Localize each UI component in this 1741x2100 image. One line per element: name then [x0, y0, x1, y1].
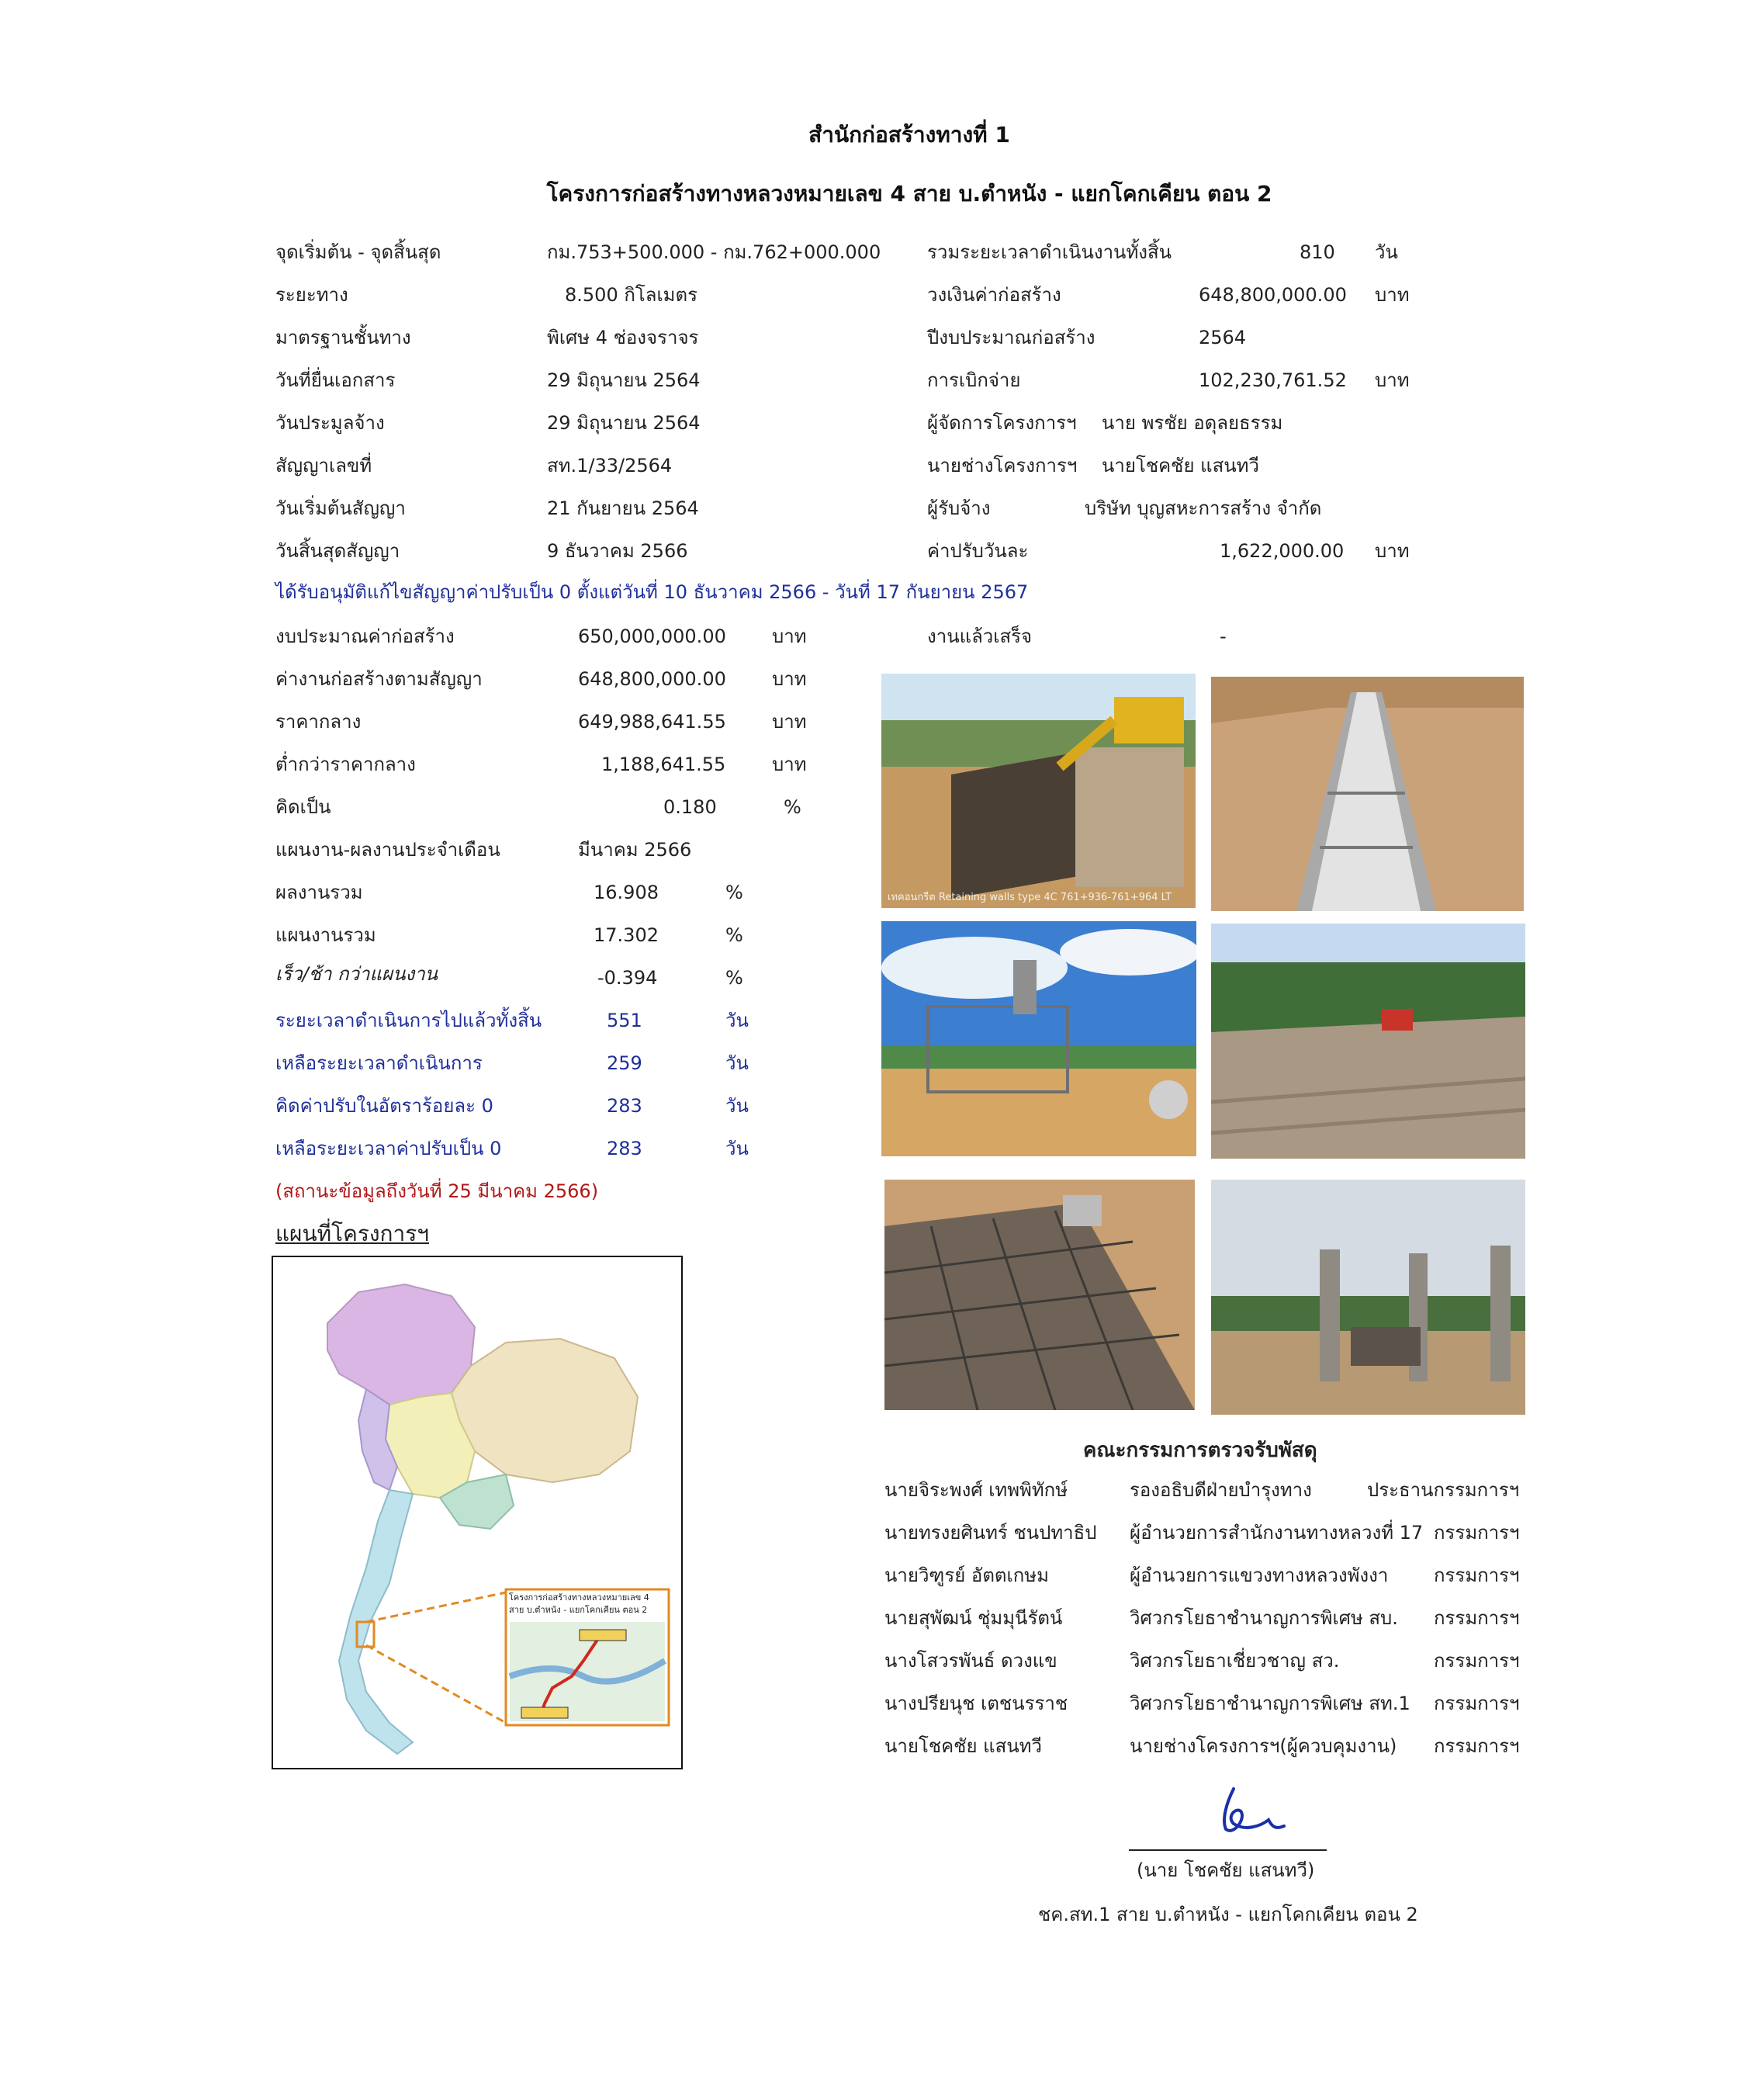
time-label: ระยะเวลาดำเนินการไปแล้วทั้งสิ้น — [275, 1010, 542, 1031]
info-label: วันที่ยื่นเอกสาร — [275, 369, 396, 391]
member-role: กรรมการฯ — [1434, 1565, 1520, 1586]
finance-unit: บาท — [772, 668, 807, 690]
signature-icon — [1203, 1781, 1296, 1843]
info-value: 1,622,000.00 — [1220, 540, 1345, 562]
member-position: ผู้อำนวยการสำนักงานทางหลวงที่ 17 — [1130, 1522, 1424, 1544]
time-unit: วัน — [725, 1138, 749, 1159]
time-label: เหลือระยะเวลาดำเนินการ — [275, 1052, 483, 1074]
time-value: 259 — [607, 1052, 642, 1074]
info-label: วงเงินค่าก่อสร้าง — [927, 284, 1061, 306]
time-unit: วัน — [725, 1095, 749, 1117]
finance-label: ต่ำกว่าราคากลาง — [275, 754, 416, 775]
info-label: วันเริ่มต้นสัญญา — [275, 497, 406, 519]
info-value: 2564 — [1199, 327, 1247, 348]
info-label: ผู้รับจ้าง — [927, 497, 991, 519]
finance-label: ราคากลาง — [275, 711, 362, 733]
amendment-note: ได้รับอนุมัติแก้ไขสัญญาค่าปรับเป็น 0 ตั้งแต่วันที่ 10 ธันวาคม 2566 - วันที่ 17 กันยายน 2567 — [275, 581, 1029, 603]
info-label: รวมระยะเวลาดำเนินงานทั้งสิ้น — [927, 241, 1172, 263]
info-value: 648,800,000.00 — [1199, 284, 1347, 306]
member-position: นายช่างโครงการฯ(ผู้ควบคุมงาน) — [1130, 1735, 1397, 1757]
finance-value: 649,988,641.55 — [578, 711, 726, 733]
member-name: นายโชคชัย แสนทวี — [884, 1735, 1042, 1757]
member-position: วิศวกรโยธาชำนาญการพิเศษ สบ. — [1130, 1607, 1398, 1629]
info-value: 9 ธันวาคม 2566 — [547, 540, 688, 562]
member-role: กรรมการฯ — [1434, 1607, 1520, 1629]
info-label: ระยะทาง — [275, 284, 348, 306]
info-label: การเบิกจ่าย — [927, 369, 1021, 391]
info-value: สท.1/33/2564 — [547, 455, 673, 476]
time-unit: วัน — [725, 1010, 749, 1031]
finance-value: 650,000,000.00 — [578, 625, 726, 647]
map-inset-title-1: โครงการก่อสร้างทางหลวงหมายเลข 4 — [509, 1592, 649, 1603]
finance-unit: บาท — [772, 625, 807, 647]
info-label: มาตรฐานชั้นทาง — [275, 327, 411, 348]
time-value: 283 — [607, 1095, 642, 1117]
project-map — [272, 1256, 683, 1769]
info-label: นายช่างโครงการฯ — [927, 455, 1078, 476]
monthly-value: มีนาคม 2566 — [578, 839, 692, 861]
info-label: วันประมูลจ้าง — [275, 412, 385, 434]
member-role: กรรมการฯ — [1434, 1693, 1520, 1714]
member-role: ประธานกรรมการฯ — [1367, 1479, 1520, 1501]
member-name: นายสุพัฒน์ ชุ่มมุนีรัตน์ — [884, 1607, 1063, 1629]
member-role: กรรมการฯ — [1434, 1735, 1520, 1757]
info-value: 21 กันยายน 2564 — [547, 497, 699, 519]
finance-label: คิดเป็น — [275, 796, 331, 818]
finance-unit: บาท — [772, 711, 807, 733]
member-name: นายวิฑูรย์ อัตตเกษม — [884, 1565, 1049, 1586]
time-label: คิดค่าปรับในอัตราร้อยละ 0 — [275, 1095, 493, 1117]
info-value: บริษัท บุญสหะการสร้าง จำกัด — [1085, 497, 1322, 519]
progress-label: เร็ว/ช้า กว่าแผนงาน — [275, 963, 438, 985]
finance-label: งบประมาณค่าก่อสร้าง — [275, 625, 455, 647]
finance-unit: บาท — [772, 754, 807, 775]
member-name: นายทรงยศินทร์ ชนปทาธิป — [884, 1522, 1097, 1544]
finance-value: 648,800,000.00 — [578, 668, 726, 690]
photo-retaining-wall — [881, 674, 1196, 908]
signature-line — [1129, 1849, 1327, 1851]
info-label: สัญญาเลขที่ — [275, 455, 372, 476]
photo-road-roller — [1211, 924, 1525, 1159]
finance-label: ค่างานก่อสร้างตามสัญญา — [275, 668, 483, 690]
completed-value: - — [1220, 625, 1227, 647]
progress-unit: % — [725, 924, 743, 946]
status-note: (สถานะข้อมูลถึงวันที่ 25 มีนาคม 2566) — [275, 1180, 599, 1202]
thailand-map-icon — [273, 1257, 681, 1768]
member-name: นางโสวรพันธ์ ดวงแข — [884, 1650, 1057, 1672]
info-label: จุดเริ่มต้น - จุดสิ้นสุด — [275, 241, 441, 263]
info-value: 8.500 กิโลเมตร — [565, 284, 697, 306]
committee-title: คณะกรรมการตรวจรับพัสดุ — [1083, 1439, 1317, 1462]
signer-title: ชค.สท.1 สาย บ.ตำหนัง - แยกโคกเคียน ตอน 2 — [1038, 1904, 1418, 1925]
photo-columns — [1211, 1180, 1525, 1415]
finance-unit: % — [784, 796, 801, 818]
member-position: วิศวกรโยธาเชี่ยวชาญ สว. — [1130, 1650, 1340, 1672]
photo-rebar-mesh — [884, 1180, 1195, 1410]
finance-value: 1,188,641.55 — [601, 754, 726, 775]
info-label: ปีงบประมาณก่อสร้าง — [927, 327, 1095, 348]
info-value: 29 มิถุนายน 2564 — [547, 412, 701, 434]
info-unit: บาท — [1375, 284, 1410, 306]
progress-unit: % — [725, 882, 743, 903]
info-value: นาย พรชัย อดุลยธรรม — [1102, 412, 1283, 434]
info-label: ค่าปรับวันละ — [927, 540, 1029, 562]
progress-label: ผลงานรวม — [275, 882, 363, 903]
progress-unit: % — [725, 967, 743, 989]
time-value: 283 — [607, 1138, 642, 1159]
member-position: วิศวกรโยธาชำนาญการพิเศษ สท.1 — [1130, 1693, 1410, 1714]
info-value: 102,230,761.52 — [1199, 369, 1347, 391]
info-value: พิเศษ 4 ช่องจราจร — [547, 327, 699, 348]
info-unit: บาท — [1375, 369, 1410, 391]
photo-caption: เทคอนกรีต Retaining walls type 4C 761+936-761+964 LT — [888, 892, 1172, 903]
project-title: โครงการก่อสร้างทางหลวงหมายเลข 4 สาย บ.ตำหนัง - แยกโคกเคียน ตอน 2 — [546, 181, 1272, 206]
progress-value: -0.394 — [597, 967, 658, 989]
member-role: กรรมการฯ — [1434, 1522, 1520, 1544]
info-value: นายโชคชัย แสนทวี — [1102, 455, 1259, 476]
info-label: ผู้จัดการโครงการฯ — [927, 412, 1077, 434]
info-value: 810 — [1300, 241, 1335, 263]
member-name: นางปรียนุช เตชนรราช — [884, 1693, 1068, 1714]
time-label: เหลือระยะเวลาค่าปรับเป็น 0 — [275, 1138, 502, 1159]
progress-value: 17.302 — [594, 924, 659, 946]
member-role: กรรมการฯ — [1434, 1650, 1520, 1672]
completed-label: งานแล้วเสร็จ — [927, 625, 1033, 647]
map-heading: แผนที่โครงการฯ — [275, 1221, 429, 1246]
photo-drain-pipe — [1211, 677, 1524, 911]
progress-label: แผนงานรวม — [275, 924, 376, 946]
map-inset-title-2: สาย บ.ตำหนัง - แยกโคกเคียน ตอน 2 — [509, 1605, 648, 1615]
info-value: กม.753+500.000 - กม.762+000.000 — [547, 241, 881, 263]
time-value: 551 — [607, 1010, 642, 1031]
progress-value: 16.908 — [594, 882, 659, 903]
info-label: วันสิ้นสุดสัญญา — [275, 540, 400, 562]
member-position: ผู้อำนวยการแขวงทางหลวงพังงา — [1130, 1565, 1389, 1586]
member-position: รองอธิบดีฝ่ายบำรุงทาง — [1130, 1479, 1312, 1501]
office-title: สำนักก่อสร้างทางที่ 1 — [808, 122, 1010, 147]
info-value: 29 มิถุนายน 2564 — [547, 369, 701, 391]
signer-name: (นาย โชคชัย แสนทวี) — [1137, 1859, 1315, 1881]
info-unit: บาท — [1375, 540, 1410, 562]
monthly-label: แผนงาน-ผลงานประจำเดือน — [275, 839, 500, 861]
time-unit: วัน — [725, 1052, 749, 1074]
photo-bridge-pier — [881, 921, 1196, 1156]
info-unit: วัน — [1375, 241, 1398, 263]
member-name: นายจิระพงศ์ เทพพิทักษ์ — [884, 1479, 1068, 1501]
finance-value: 0.180 — [663, 796, 717, 818]
